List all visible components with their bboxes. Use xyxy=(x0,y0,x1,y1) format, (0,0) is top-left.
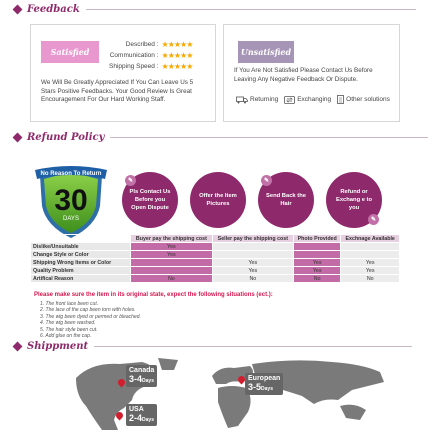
solution-options xyxy=(236,95,390,104)
region-european: European 3-5Days xyxy=(245,373,283,395)
unsatisfied-tag: Unsatisfied xyxy=(238,41,294,63)
step-contact: ✎ Pls Contact Us Before you Open Dispute xyxy=(122,172,178,228)
rating-label: Communication : xyxy=(109,52,159,59)
table-row: Change Style or Color Yes xyxy=(31,251,400,259)
table-row: Dislike/Unsuitable Yes xyxy=(31,243,400,251)
badge-unit: DAYS xyxy=(63,216,79,222)
badge-top-text: No Reason To Return xyxy=(40,171,102,177)
col-header: Buyer pay the shipping cost xyxy=(131,235,213,243)
step-pictures: Offer the Item Pictures xyxy=(190,172,246,228)
refund-heading xyxy=(14,132,428,143)
feedback-title: Feedback xyxy=(27,4,80,15)
pencil-icon: ✎ xyxy=(261,175,272,186)
satisfied-text: We Will Be Greatly Appreciated If You Can Leave Us 5 Stars Positive Feedbacks. Your Good Review Is Great Encouragement For Our Hard Working Staff. xyxy=(41,79,194,103)
option-other: Other solutions xyxy=(337,95,390,104)
diamond-icon xyxy=(13,5,23,15)
pencil-icon: ✎ xyxy=(125,175,136,186)
col-header: Seller pay the shipping cost xyxy=(212,235,293,243)
col-header: Exchnage Available xyxy=(341,235,400,243)
star-icon: ★★★★★ xyxy=(161,51,193,60)
rating-list xyxy=(109,39,206,72)
satisfied-card xyxy=(30,24,216,122)
star-icon: ★★★★★ xyxy=(161,62,193,71)
unsatisfied-text: If You Are Not Satisfied Please Contact Us Before Leaving Any Negative Feedback Or Dispute. xyxy=(234,67,373,83)
list-item: 6. Add glue on the cap. xyxy=(40,333,92,340)
diamond-icon xyxy=(13,342,23,352)
rating-row xyxy=(109,39,206,50)
rating-row xyxy=(109,61,206,72)
pencil-icon: ✎ xyxy=(368,214,379,225)
rating-row xyxy=(109,50,206,61)
shipment-heading xyxy=(14,341,412,352)
satisfied-tag: Satisfied xyxy=(41,41,99,63)
world-map xyxy=(62,356,400,430)
heading-divider xyxy=(86,9,416,10)
step-refund: Refund or Exchang e to you ✎ xyxy=(326,172,382,228)
feedback-heading xyxy=(14,4,416,15)
world-map-graphic xyxy=(62,356,400,430)
star-icon: ★★★★★ xyxy=(161,40,193,49)
rating-label: Shipping Speed : xyxy=(109,63,159,70)
table-row: Quality Problem Yes Yes Yes xyxy=(31,267,400,275)
truck-icon xyxy=(236,96,248,104)
list-item: 2. The lace of the cap been torn with holes. xyxy=(40,307,136,314)
diamond-icon xyxy=(13,133,23,143)
condition-note: Please make sure the item in its original state, expect the following situations (ect.): xyxy=(34,292,273,298)
refund-table xyxy=(30,234,400,283)
unsatisfied-card xyxy=(223,24,400,122)
list-item: 3. The wig been dyed or permed or bleached. xyxy=(40,313,141,320)
list-item: 4. The wig been washed. xyxy=(40,320,96,327)
region-usa: USA 2-4Days xyxy=(126,404,157,426)
rating-label: Described : xyxy=(125,41,159,48)
document-icon xyxy=(337,95,344,104)
heading-divider xyxy=(110,137,428,138)
30-days-shield-badge xyxy=(30,160,112,240)
refund-title: Refund Policy xyxy=(27,132,105,143)
table-row: Shipping Wrong Items or Color Yes Yes Yes xyxy=(31,259,400,267)
heading-divider xyxy=(94,346,412,347)
col-header: Photo Provided xyxy=(293,235,341,243)
table-header-row xyxy=(31,235,400,243)
shipment-title: Shippment xyxy=(27,341,89,352)
option-exchanging: Exchanging xyxy=(284,96,331,104)
list-item: 1. The front lace been cut. xyxy=(40,301,99,307)
option-returning: Returning xyxy=(236,96,278,104)
region-canada: Canada 3-4Days xyxy=(126,365,157,387)
badge-number: 30 xyxy=(54,184,88,217)
exchange-icon xyxy=(284,96,295,104)
situation-list xyxy=(40,301,141,339)
step-send-back: ✎ Send Back the Hair xyxy=(258,172,314,228)
table-row: Artifical Reason No No No No xyxy=(31,275,400,283)
list-item: 5. The hair style been cut. xyxy=(40,326,98,333)
